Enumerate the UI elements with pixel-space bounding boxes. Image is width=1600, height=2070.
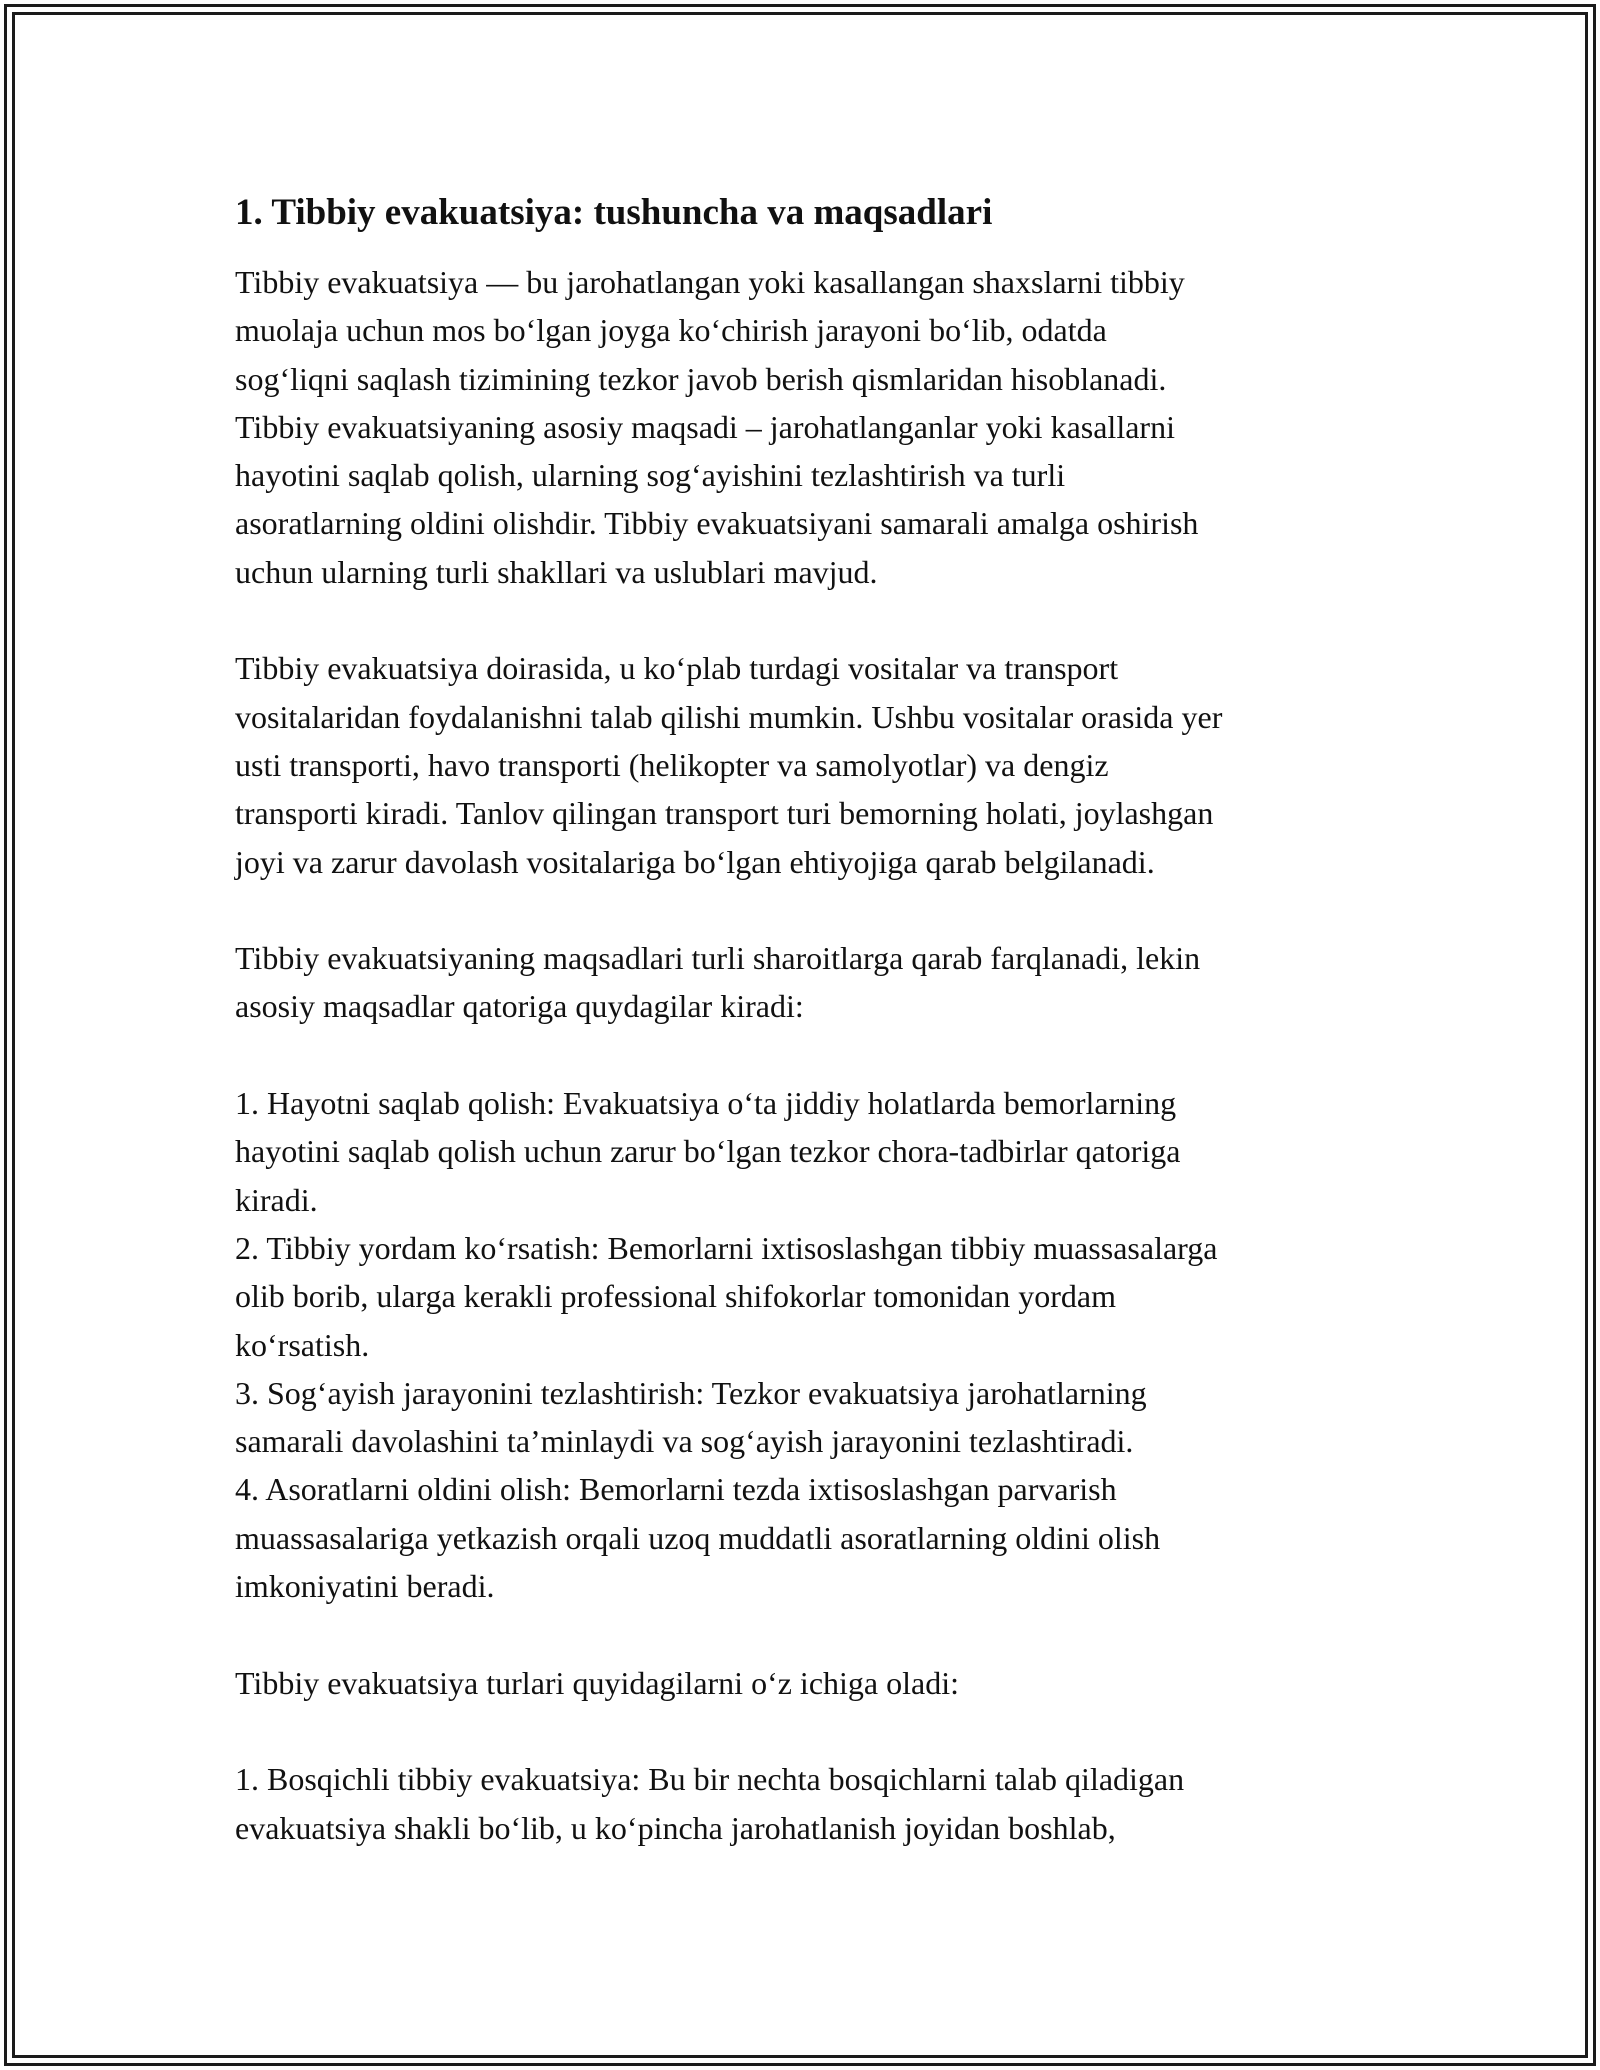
text-line: asoratlarning oldini olishdir. Tibbiy evakuatsiyani samarali amalga oshirish [235, 505, 1199, 542]
text-line: usti transporti, havo transporti (helikopter va samolyotlar) va dengiz [235, 746, 1109, 783]
list-item-line: 1. Bosqichli tibbiy evakuatsiya: Bu bir nechta bosqichlarni talab qiladigan [235, 1761, 1185, 1798]
list-item-line: ko‘rsatish. [235, 1326, 370, 1363]
text-line: sog‘liqni saqlash tizimining tezkor javob berish qismlaridan hisoblanadi. [235, 360, 1167, 397]
paragraph-spacer [235, 1031, 1385, 1079]
paragraph-spacer [235, 886, 1385, 934]
list-item-line: olib borib, ularga kerakli professional shifokorlar tomonidan yordam [235, 1278, 1116, 1315]
text-line: transporti kiradi. Tanlov qilingan transport turi bemorning holati, joylashgan [235, 795, 1214, 832]
section-heading: 1. Tibbiy evakuatsiya: tushuncha va maqsadlari [235, 192, 993, 233]
text-line: joyi va zarur davolash vositalariga bo‘lgan ehtiyojiga qarab belgilanadi. [235, 843, 1155, 880]
text-line: Tibbiy evakuatsiya turlari quyidagilarni o‘z ichiga oladi: [235, 1664, 959, 1701]
transport-paragraph [235, 644, 1385, 885]
text-line: uchun ularning turli shakllari va uslublari mavjud. [235, 553, 878, 590]
paragraph-spacer [235, 1707, 1385, 1755]
list-item-line: evakuatsiya shakli bo‘lib, u ko‘pincha jarohatlanish joyidan boshlab, [235, 1809, 1116, 1846]
list-item-line: samarali davolashini ta’minlaydi va sog‘ayish jarayonini tezlashtiradi. [235, 1423, 1134, 1460]
types-list [235, 1755, 1385, 1852]
document-body [235, 188, 1385, 1852]
list-item-line: muassasalariga yetkazish orqali uzoq muddatli asoratlarning oldini olish [235, 1519, 1161, 1556]
list-item-line: 4. Asoratlarni oldini olish: Bemorlarni tezda ixtisoslashgan parvarish [235, 1471, 1117, 1508]
goals-intro-paragraph [235, 934, 1385, 1031]
list-item-line: kiradi. [235, 1181, 318, 1218]
goals-list [235, 1079, 1385, 1610]
paragraph-spacer [235, 1610, 1385, 1658]
text-line: muolaja uchun mos bo‘lgan joyga ko‘chirish jarayoni bo‘lib, odatda [235, 312, 1107, 349]
text-line: asosiy maqsadlar qatoriga quydagilar kiradi: [235, 988, 804, 1025]
list-item-line: 3. Sog‘ayish jarayonini tezlashtirish: Tezkor evakuatsiya jarohatlarning [235, 1374, 1147, 1411]
text-line: vositalaridan foydalanishni talab qilishi mumkin. Ushbu vositalar orasida yer [235, 698, 1223, 735]
text-line: Tibbiy evakuatsiya — bu jarohatlangan yoki kasallangan shaxslarni tibbiy [235, 264, 1185, 300]
text-line: hayotini saqlab qolish, ularning sog‘ayishini tezlashtirish va turli [235, 457, 1066, 494]
list-item-line: hayotini saqlab qolish uchun zarur bo‘lgan tezkor chora-tadbirlar qatoriga [235, 1133, 1181, 1170]
list-item-line: 2. Tibbiy yordam ko‘rsatish: Bemorlarni ixtisoslashgan tibbiy muassasalarga [235, 1229, 1218, 1266]
types-intro-paragraph [235, 1659, 1385, 1707]
list-item-line: 1. Hayotni saqlab qolish: Evakuatsiya o‘ta jiddiy holatlarda bemorlarning [235, 1085, 1177, 1122]
text-line: Tibbiy evakuatsiyaning asosiy maqsadi – jarohatlanganlar yoki kasallarni [235, 408, 1175, 445]
text-line: Tibbiy evakuatsiyaning maqsadlari turli sharoitlarga qarab farqlanadi, lekin [235, 940, 1201, 977]
intro-paragraph [235, 258, 1385, 596]
text-line: Tibbiy evakuatsiya doirasida, u ko‘plab turdagi vositalar va transport [235, 650, 1119, 687]
list-item-line: imkoniyatini beradi. [235, 1568, 495, 1605]
paragraph-spacer [235, 596, 1385, 644]
